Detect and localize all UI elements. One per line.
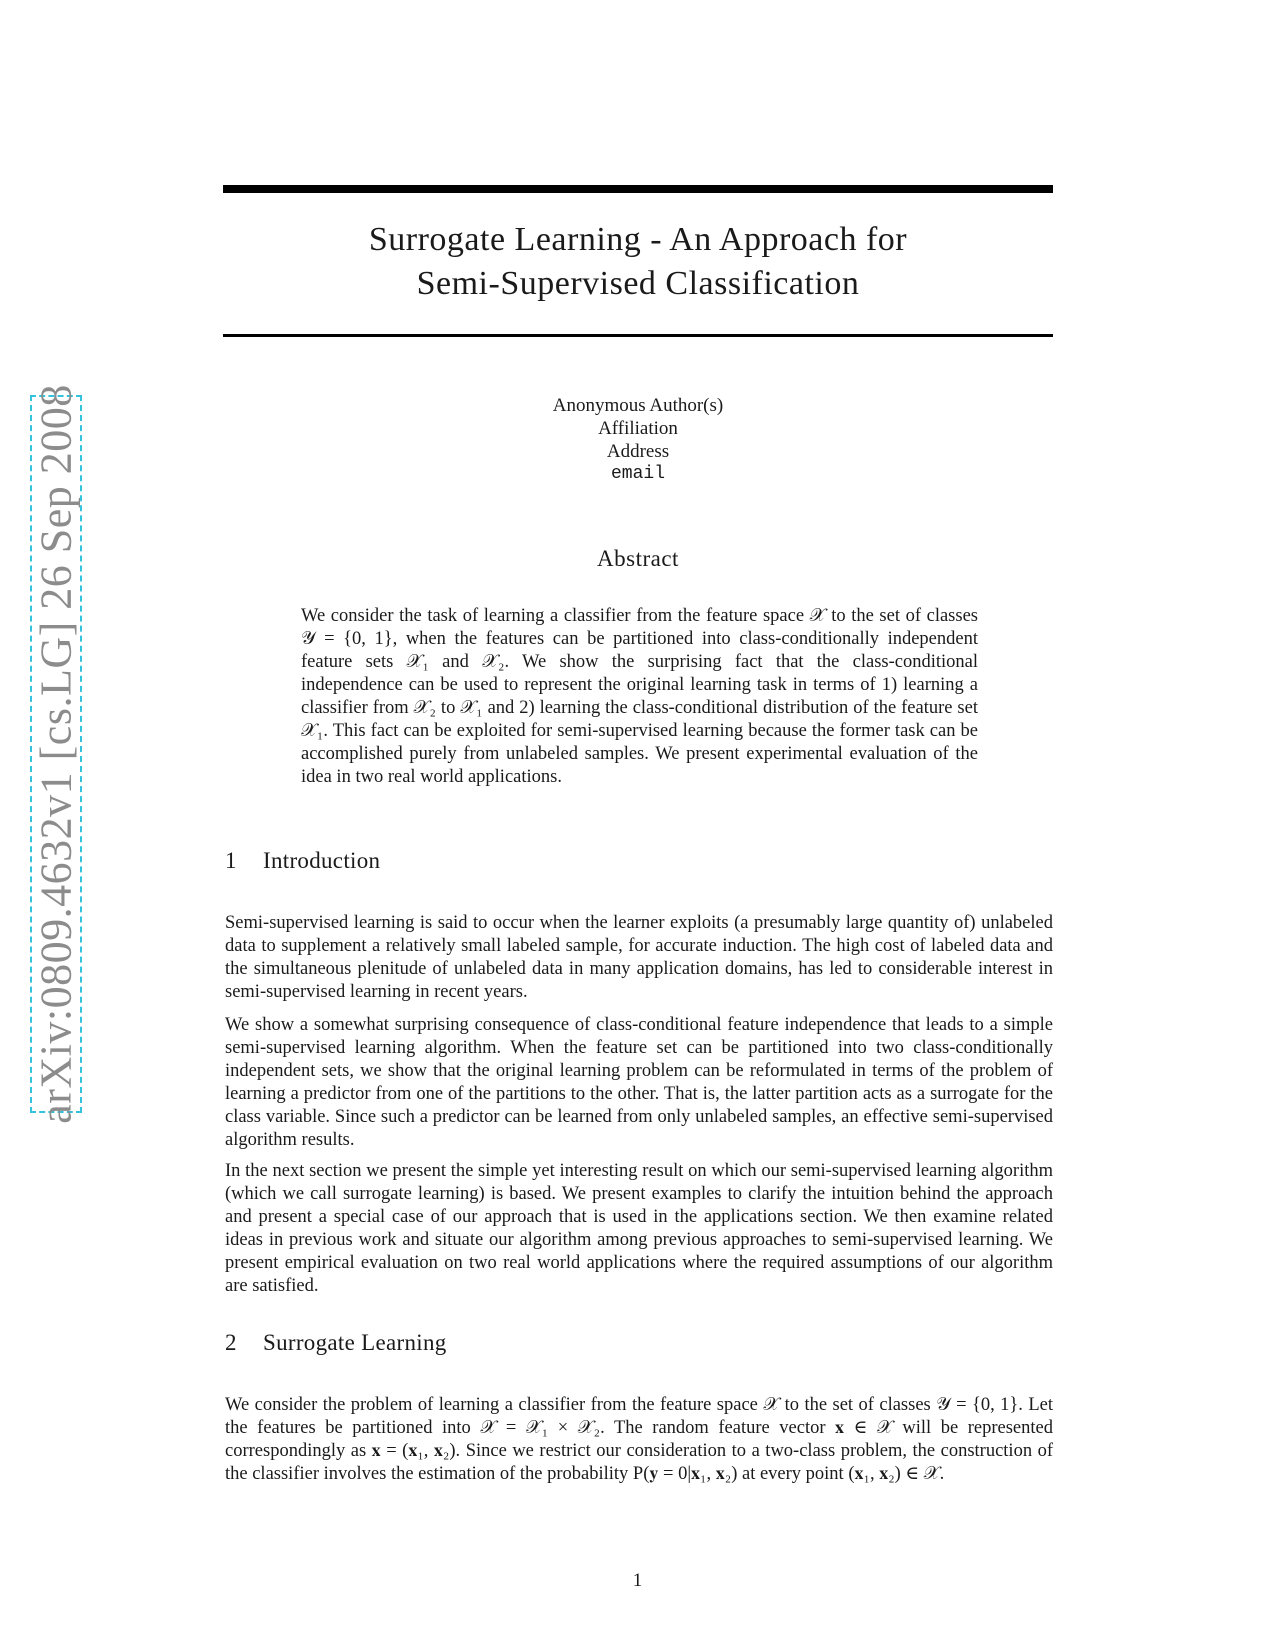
intro-paragraph-1: Semi-supervised learning is said to occur when the learner exploits (a presumably large quantity of) unlabeled data to supplement a relatively small labeled sample, for accurate induction. The high cost of labeled data and the simultaneous plenitude of unlabeled data in many application domains, has led to considerable interest in semi-supervised learning in recent years.	[225, 913, 1053, 1002]
section-title: Surrogate Learning	[263, 1330, 447, 1355]
title-line-1: Surrogate Learning - An Approach for	[368, 221, 908, 258]
author-block	[223, 394, 1053, 486]
author-address: Address	[606, 441, 670, 462]
section-title: Introduction	[263, 848, 381, 873]
section-heading-introduction	[225, 848, 380, 874]
arxiv-identifier: arXiv:0809.4632v1 [cs.LG] 26 Sep 2008	[31, 384, 81, 1124]
abstract-heading: Abstract	[597, 546, 679, 571]
intro-paragraph-3: In the next section we present the simple yet interesting result on which our semi-supervised learning algorithm (which we call surrogate learning) is based. We present examples to clarify the intuition behind the approach and present a special case of our approach that is used in the applications section. We then examine related ideas in previous work and situate our algorithm among previous approaches to semi-supervised learning. We present empirical evaluation on two real world applications where the required assumptions of our algorithm are satisfied.	[225, 1161, 1053, 1296]
section-heading-surrogate-learning	[225, 1330, 447, 1356]
abstract-text: We consider the task of learning a classifier from the feature space 𝒳 to the set of classes 𝒴 = {0, 1}, when the features can be partitioned into class-conditionally independent feature sets 𝒳₁ and 𝒳₂. We show the surprising fact that the class-conditional independence can be used to represent the original learning task in terms of 1) learning a classifier from 𝒳₂ to 𝒳₁ and 2) learning the class-conditional distribution of the feature set 𝒳₁. This fact can be exploited for semi-supervised learning because the former task can be accomplished purely from unlabeled samples. We present experimental evaluation of the idea in two real world applications.	[301, 606, 978, 787]
surrogate-paragraph-1: We consider the problem of learning a classifier from the feature space 𝒳 to the set of classes 𝒴 = {0, 1}. Let the features be partitioned into 𝒳 = 𝒳₁ × 𝒳₂. The random feature vector 𝐱 ∈ 𝒳 will be represented correspondingly as 𝐱 = (𝐱₁, 𝐱₂). Since we restrict our consideration to a two-class problem, the construction of the classifier involves the estimation of the probability P(𝐲 = 0|𝐱₁, 𝐱₂) at every point (𝐱₁, 𝐱₂) ∈ 𝒳.	[225, 1395, 1053, 1484]
author-email: email	[610, 464, 665, 484]
title-rule-top	[223, 185, 1053, 193]
page-number: 1	[632, 1570, 643, 1591]
title-line-2: Semi-Supervised Classification	[416, 265, 860, 302]
author-affiliation: Affiliation	[598, 418, 678, 439]
arxiv-stamp	[30, 384, 82, 1124]
section-number: 1	[225, 848, 237, 873]
paper-title	[223, 218, 1053, 306]
section-number: 2	[225, 1330, 237, 1355]
title-rule-bottom	[223, 334, 1053, 337]
author-name: Anonymous Author(s)	[552, 395, 724, 416]
intro-paragraph-2: We show a somewhat surprising consequence of class-conditional feature independence that leads to a simple semi-supervised learning algorithm. When the feature set can be partitioned into two class-conditionally independent sets, we show that the original learning problem can be reformulated in terms of the problem of learning a predictor from one of the partitions to the other. That is, the latter partition acts as a surrogate for the class variable. Since such a predictor can be learned from only unlabeled samples, an effective semi-supervised algorithm results.	[225, 1015, 1053, 1150]
